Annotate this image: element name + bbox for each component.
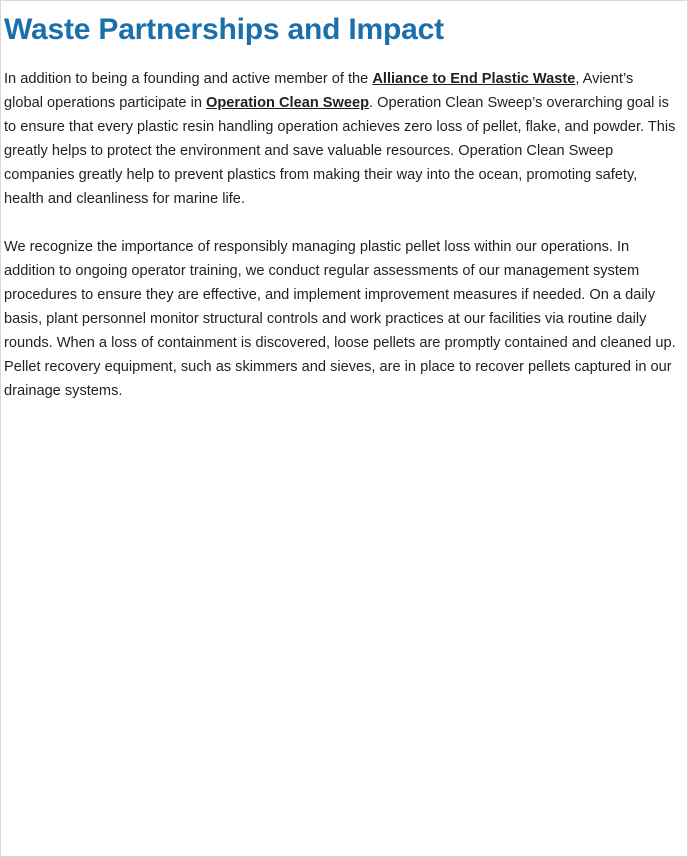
inline-link[interactable]: Alliance to End Plastic Waste (372, 70, 576, 87)
paragraph-text: . Operation Clean Sweep’s overarching goal is to ensure that every plastic resin handling operation achieves zero loss of pellet, flake, and powder. This greatly helps to protect the environment and save valuable resources. Operation Clean Sweep companies greatly help to prevent plastics from making their way into the ocean, promoting safety, health and cleanliness for marine life. (4, 94, 676, 207)
paragraph-text: We recognize the importance of responsibly managing plastic pellet loss within our operations. In addition to ongoing operator training, we conduct regular assessments of our management system procedures to ensure they are effective, and implement improvement measures if needed. On a daily basis, plant personnel monitor structural controls and work practices at our facilities via routine daily rounds. When a loss of containment is discovered, loose pellets are promptly contained and cleaned up. Pellet recovery equipment, such as skimmers and sieves, are in place to recover pellets captured in our drainage systems. (4, 238, 676, 399)
inline-link[interactable]: Operation Clean Sweep (206, 94, 370, 111)
document-content (1, 1, 687, 403)
page-title: Waste Partnerships and Impact (4, 13, 444, 46)
paragraph-2 (4, 235, 676, 403)
paragraph-text: In addition to being a founding and active member of the (4, 70, 373, 87)
paragraph-1 (4, 67, 676, 211)
paragraph-text: , Avient’s global operations participate in (4, 70, 634, 111)
